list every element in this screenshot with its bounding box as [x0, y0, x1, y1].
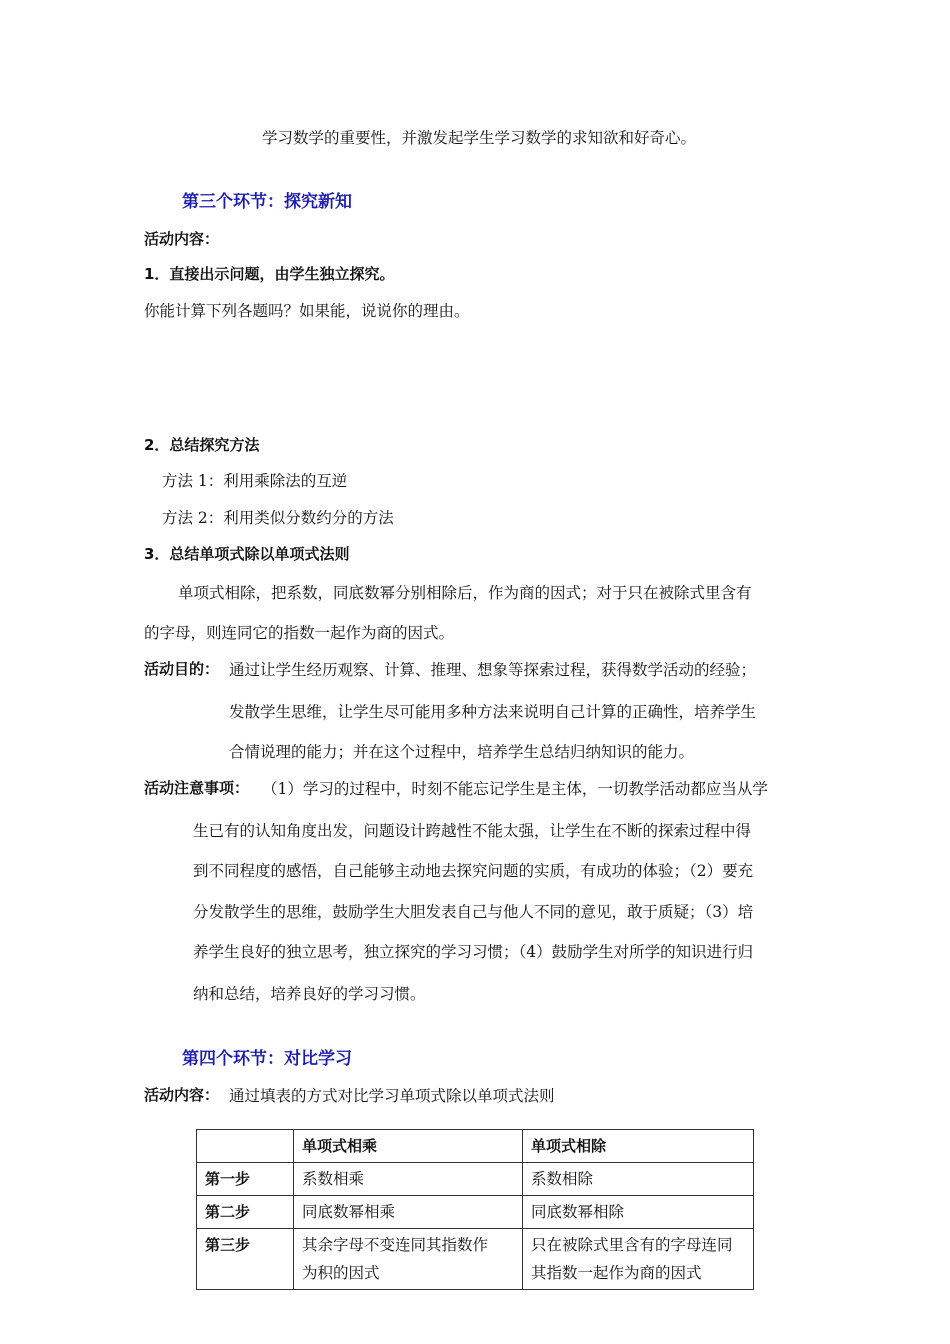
table-header-row [197, 1130, 754, 1163]
table-cell: 同底数幂相乘 [294, 1196, 523, 1229]
activity-content-label-2: 活动内容： [144, 1086, 220, 1104]
table-cell: 系数相除 [523, 1163, 754, 1196]
table-cell-line: 其余字母不变连同其指数作 [302, 1236, 489, 1254]
comparison-table [196, 1129, 754, 1290]
table-cell-line: 为积的因式 [302, 1264, 380, 1282]
notes-line3: 到不同程度的感悟，自己能够主动地去探究问题的实质，有成功的体验；（2）要充 [193, 862, 754, 880]
table-cell-line: 只在被除式里含有的字母连同 [531, 1236, 733, 1254]
activity-content-label: 活动内容： [144, 230, 220, 248]
notes-line2: 生已有的认知角度出发，问题设计跨越性不能太强，让学生在不断的探索过程中得 [193, 822, 752, 840]
question: 你能计算下列各题吗？如果能，说说你的理由。 [144, 302, 470, 320]
notes-line4: 分发散学生的思维，鼓励学生大胆发表自己与他人不同的意见，敢于质疑；（3）培 [193, 903, 754, 921]
item3: 3．总结单项式除以单项式法则 [144, 545, 350, 563]
table-cell-line: 其指数一起作为商的因式 [531, 1264, 702, 1282]
item1: 1．直接出示问题，由学生独立探究。 [144, 265, 395, 283]
table-header-multiply: 单项式相乘 [294, 1130, 523, 1163]
table-cell: 系数相乘 [294, 1163, 523, 1196]
method2: 方法 2：利用类似分数约分的方法 [162, 509, 394, 527]
table-row [197, 1229, 754, 1290]
table-row [197, 1163, 754, 1196]
item2: 2．总结探究方法 [144, 436, 260, 454]
table-step-cell: 第一步 [197, 1163, 294, 1196]
section4-heading: 第四个环节：对比学习 [182, 1049, 352, 1069]
table-cell [523, 1229, 754, 1290]
notes-label: 活动注意事项： [144, 779, 250, 797]
section3-heading: 第三个环节：探究新知 [182, 192, 352, 212]
table-cell: 同底数幂相除 [523, 1196, 754, 1229]
table-corner-cell [197, 1130, 294, 1163]
notes-line5: 养学生良好的独立思考，独立探究的学习习惯；（4）鼓励学生对所学的知识进行归 [193, 943, 754, 961]
notes-line6: 纳和总结，培养良好的学习习惯。 [193, 985, 426, 1003]
table-cell [294, 1229, 523, 1290]
intro-line: 学习数学的重要性，并激发起学生学习数学的求知欲和好奇心。 [262, 129, 697, 147]
table-step-cell: 第二步 [197, 1196, 294, 1229]
notes-line1: （1）学习的过程中，时刻不能忘记学生是主体，一切教学活动都应当从学 [262, 780, 768, 798]
purpose-line1: 通过让学生经历观察、计算、推理、想象等探索过程，获得数学活动的经验； [229, 661, 757, 679]
method1: 方法 1：利用乘除法的互逆 [162, 472, 348, 490]
purpose-line2: 发散学生思维，让学生尽可能用多种方法来说明自己计算的正确性，培养学生 [229, 703, 757, 721]
table-step-cell: 第三步 [197, 1229, 294, 1290]
activity-content-text-2: 通过填表的方式对比学习单项式除以单项式法则 [229, 1087, 555, 1105]
purpose-label: 活动目的： [144, 660, 220, 678]
rule-line2: 的字母，则连同它的指数一起作为商的因式。 [144, 624, 455, 642]
table-header-divide: 单项式相除 [523, 1130, 754, 1163]
table-row [197, 1196, 754, 1229]
purpose-line3: 合情说理的能力；并在这个过程中，培养学生总结归纳知识的能力。 [229, 743, 695, 761]
rule-line1: 单项式相除，把系数，同底数幂分别相除后，作为商的因式；对于只在被除式里含有 [178, 584, 752, 602]
